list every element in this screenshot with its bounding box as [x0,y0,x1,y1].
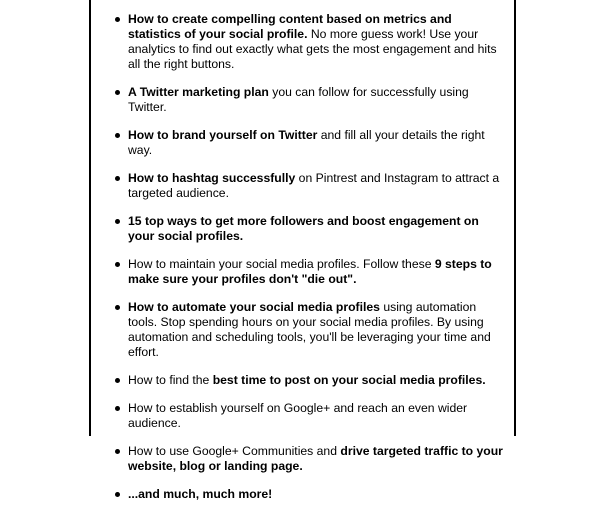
list-item-text: No more guess work! Use your analytics to find out exactly what gets the most engagement and hits all the right buttons. [128,27,497,71]
list-item [112,444,504,474]
list-item [112,12,504,72]
list-item [112,214,504,244]
list-item [112,373,504,388]
list-item [112,171,504,201]
list-item [112,300,504,360]
list-item-bold-text: A Twitter marketing plan [128,85,269,99]
list-item-bold-text: How to create compelling content based on metrics and statistics of your social profile. [128,12,452,41]
list-item [112,257,504,287]
feature-list [112,12,504,515]
list-item-bold-text: best time to post on your social media profiles. [212,373,486,387]
list-item-text: you can follow for successfully using Twitter. [128,85,469,114]
list-item-bold-text: How to automate your social media profiles [128,300,380,314]
list-item-text: on Pintrest and Instagram to attract a targeted audience. [128,171,500,200]
list-item-text: How to find the [128,373,213,387]
list-item-text: using automation tools. Stop spending hours on your social media profiles. By using automation and scheduling tools, you'll be leveraging your time and effort. [128,300,491,359]
list-item-text: How to establish yourself on Google+ and reach an even wider audience. [128,401,468,430]
list-item-bold-text: drive targeted traffic to your website, blog or landing page. [128,444,503,473]
list-item-text: How to use Google+ Communities and [128,444,341,458]
list-item-bold-text: ...and much, much more! [128,487,273,501]
list-item-bold-text: 9 steps to make sure your profiles don't "die out". [128,257,492,286]
list-item-bold-text: How to brand yourself on Twitter [128,128,318,142]
list-item-bold-text: 15 top ways to get more followers and boost engagement on your social profiles. [128,214,479,243]
list-item [112,487,504,502]
list-item [112,85,504,115]
list-item [112,128,504,158]
list-item-text: and fill all your details the right way. [128,128,485,157]
list-item-bold-text: How to hashtag successfully [128,171,296,185]
list-item-text: How to maintain your social media profiles. Follow these [128,257,435,271]
